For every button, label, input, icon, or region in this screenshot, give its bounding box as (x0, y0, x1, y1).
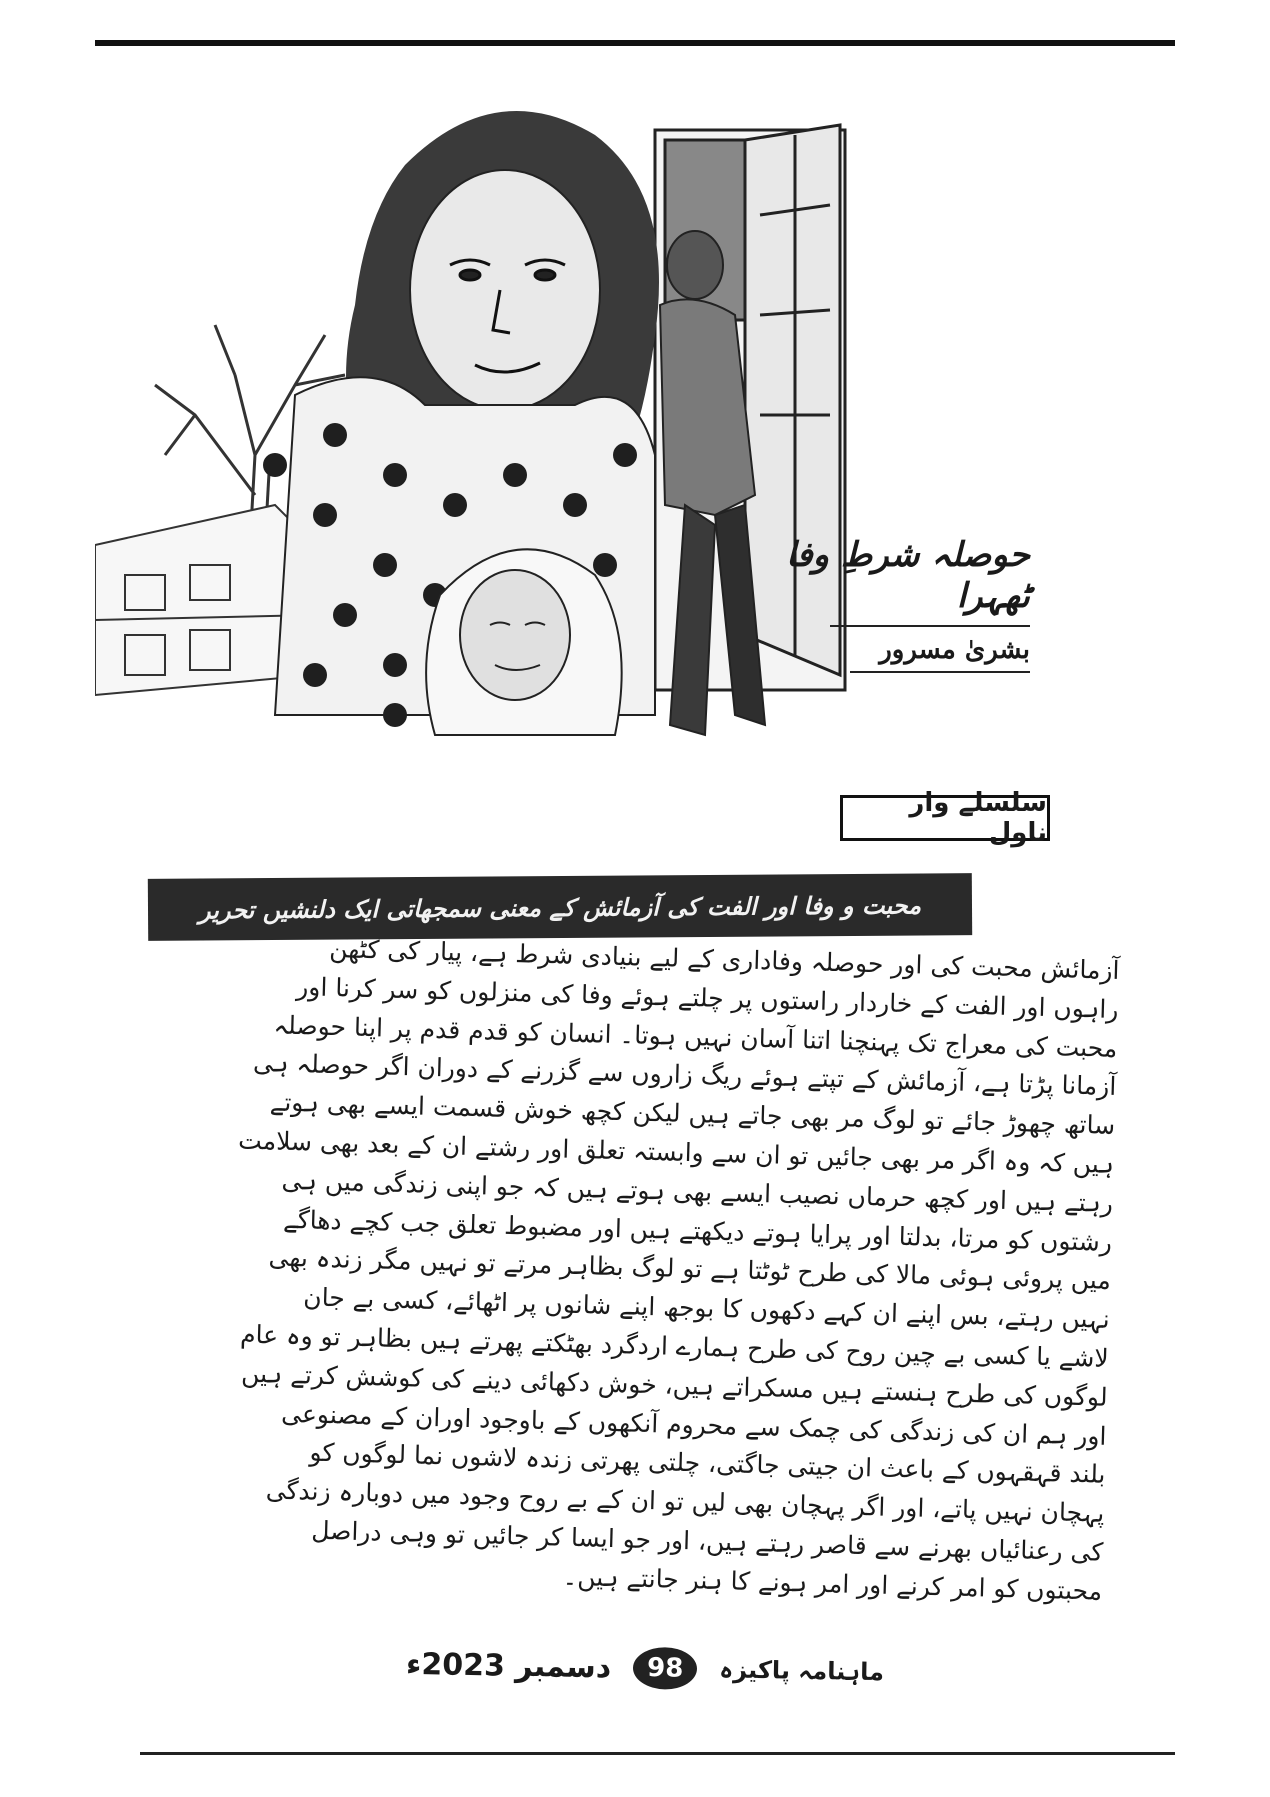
body-line: ہیں کہ وہ اگر مر بھی جائیں تو ان سے وابستہ تعلق اور رشتے ان کے بعد بھی سلامت (237, 1125, 1115, 1179)
body-line: محبت کی معراج تک پہنچنا اتنا آسان نہیں ہوتا۔ انسان کو قدم قدم پر اپنا حوصلہ (273, 1009, 1118, 1063)
series-badge: سلسلے وار ناول (840, 795, 1050, 841)
body-line: پہچان نہیں پاتے، اور اگر پہچان بھی لیں تو ان کے بے روح وجود میں دوبارہ زندگی (265, 1475, 1105, 1528)
body-line: لوگوں کی طرح ہنستے ہیں مسکراتے ہیں، خوش دکھائی دینے کی کوشش کرتے ہیں (240, 1358, 1108, 1412)
tagline-banner: محبت و وفا اور الفت کی آزمائش کے معنی سمجھاتی ایک دلنشیں تحریر (148, 873, 972, 941)
article-body (232, 928, 1120, 1612)
page-footer (365, 1637, 926, 1699)
body-line: رشتوں کو مرتا، بدلتا اور پرایا ہوتے دیکھتے ہیں اور مضبوط تعلق جب کچے دھاگے (282, 1204, 1113, 1257)
body-line: راہوں اور الفت کے خاردار راستوں پر چلتے ہوئے وفا کی منزلوں کو سر کرنا اور (295, 971, 1119, 1024)
author-name: بشریٰ مسرور (879, 634, 1030, 665)
body-line: آزمائش محبت کی اور حوصلہ وفاداری کے لیے بنیادی شرط ہے، پیار کی کٹھن (328, 933, 1120, 985)
top-rule (95, 40, 1175, 46)
novel-title-block (770, 535, 1030, 673)
body-line: بلند قہقہوں کے باعث ان جیتی جاگتی، چلتی پھرتی زندہ لاشوں نما لوگوں کو (309, 1437, 1106, 1490)
body-line: رہتے ہیں اور کچھ حرماں نصیب ایسے بھی ہوتے ہیں کہ جو اپنی زندگی میں ہی (281, 1165, 1114, 1218)
body-line: آزمانا پڑتا ہے، آزمائش کے تپتے ہوئے ریگ زاروں سے گزرنے کے دوران اگر حوصلہ ہی (252, 1048, 1117, 1102)
issue-month: دسمبر (515, 1648, 612, 1685)
woman-face (410, 170, 600, 410)
body-line: اور ہم ان کی زندگی کی چمک سے محروم آنکھوں کے باوجود اوران کے مصنوعی (280, 1398, 1107, 1451)
body-line: ساتھ چھوڑ جائے تو لوگ مر بھی جاتے ہیں لیکن کچھ خوش قسمت ایسے بھی ہوتے (269, 1087, 1116, 1141)
issue-date (406, 1646, 612, 1685)
cover-illustration (95, 75, 1095, 845)
body-line: نہیں رہتے، بس اپنے ان کہے دکھوں کا بوجھ اپنے شانوں پر اٹھائے، کسی بے جان (302, 1282, 1111, 1335)
magazine-name: ماہنامہ پاکیزہ (718, 1655, 885, 1687)
body-line: کی رعنائیاں بھرنے سے قاصر رہتے ہیں، اور جو ایسا کر جائیں تو وہی دراصل (310, 1515, 1104, 1567)
author-underline (850, 671, 1030, 673)
bottom-rule (140, 1752, 1175, 1755)
body-line: محبتوں کو امر کرنے اور امر ہونے کا ہنر جانتے ہیں۔ (562, 1561, 1103, 1606)
title-underline (830, 625, 1030, 627)
body-line: میں پروئی ہوئی مالا کی طرح ٹوٹتا ہے تو لوگ بظاہر مرتے تو نہیں مگر زندہ بھی (268, 1242, 1112, 1296)
issue-year: 2023ء (405, 1646, 506, 1684)
novel-title: حوصلہ شرطِ وفا ٹھہرا (785, 535, 1030, 616)
body-line: لاشے یا کسی بے چین روح کی طرح ہمارے اردگرد بھٹکتے پھرتے ہیں بظاہر تو وہ عام (239, 1319, 1110, 1373)
page-number: 98 (633, 1647, 698, 1690)
